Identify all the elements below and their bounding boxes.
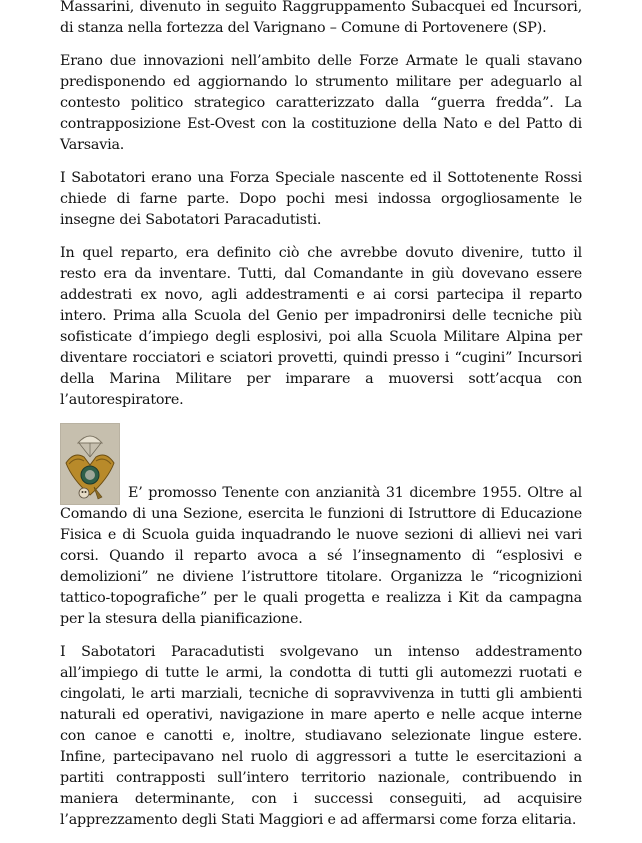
paragraph-2: Erano due innovazioni nell’ambito delle Forze Armate le quali stavano predisponendo ed aggiornando lo strumento militare per adeguarlo al contesto politico strategico caratterizzato dalla “guerra fredda”. La contrapposizione Est-Ovest con la costituzione della Nato e del Patto di Varsavia. (60, 53, 582, 153)
paragraph-6: I Sabotatori Paracadutisti svolgevano un intenso addestramento all’impiego di tutte le armi, la condotta di tutti gli automezzi ruotati e cingolati, le arti marziali, tecniche di sopravvivenza in tutti gli ambienti naturali ed operativi, navigazione in mare aperto e nelle acque interne con canoe e canotti e, inoltre, studiavano selezionate lingue estere. Infine, partecipavano nel ruolo di aggressori a tutte le esercitazioni a partiti contrapposti sull’intero territorio nazionale, contribuendo in maniera determinante, con i successi conseguiti, ad acquisire l’apprezzamento degli Stati Maggiori e ad affermarsi come forza elitaria. (60, 644, 582, 828)
paragraph-3: I Sabotatori erano una Forza Speciale nascente ed il Sottotenente Rossi chiede di farne parte. Dopo pochi mesi indossa orgogliosamente le insegne dei Sabotatori Paracadutisti. (60, 170, 582, 228)
insignia-block (60, 423, 582, 505)
paragraph-1: Massarini, divenuto in seguito Raggruppamento Subacquei ed Incursori, di stanza nella fortezza del Varignano – Comune di Portovenere (SP). (60, 0, 582, 36)
paragraph-4: In quel reparto, era definito ciò che avrebbe dovuto divenire, tutto il resto era da inventare. Tutti, dal Comandante in giù dovevano essere addestrati ex novo, agli addestramenti e ai corsi partecipa il reparto intero. Prima alla Scuola del Genio per impadronirsi delle tecniche più sofisticate d’impiego degli esplosivi, poi alla Scuola Militare Alpina per diventare rocciatori e sciatori provetti, quindi presso i “cugini” Incursori della Marina Militare per imparare a muoversi sott’acqua con l’autorespiratore. (60, 245, 582, 408)
paratrooper-insignia-icon (60, 423, 120, 505)
document-page (60, 0, 582, 843)
paragraph-5: E’ promosso Tenente con anzianità 31 dicembre 1955. Oltre al Comando di una Sezione, esercita le funzioni di Istruttore di Educazione Fisica e di Scuola guida inquadrando le nuove sezioni di allievi nei vari corsi. Quando il reparto avoca a sé l’insegnamento di “esplosivi e demolizioni” ne diviene l’istruttore titolare. Organizza le “ricognizioni tattico-topografiche” per le quali progetta e realizza i Kit da campagna per la stesura della pianificazione. (60, 485, 582, 627)
